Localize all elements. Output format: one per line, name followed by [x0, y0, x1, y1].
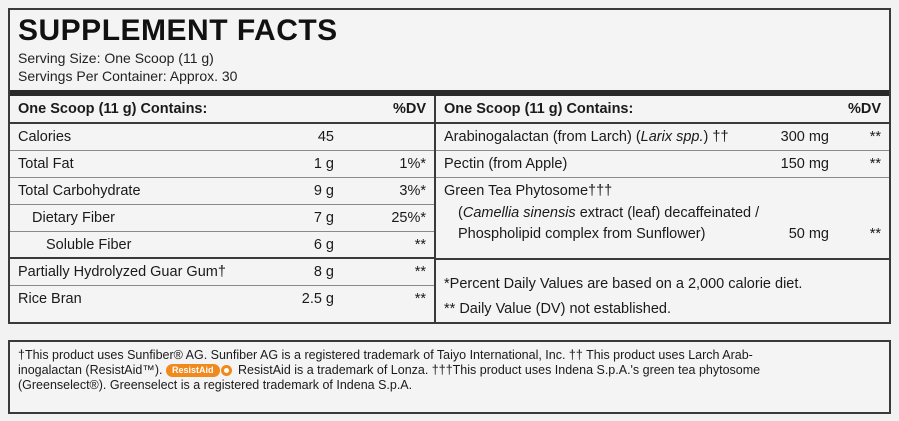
nutrient-name: Soluble Fiber — [46, 237, 132, 253]
right-contains-heading: One Scoop (11 g) Contains: — [444, 101, 634, 117]
dv-not-established-note: ** Daily Value (DV) not established. — [444, 301, 672, 317]
table-row — [10, 178, 434, 205]
ingredient-dv: ** — [869, 226, 881, 242]
footnote-text: ResistAid is a trademark of Lonza. †††This product uses Indena S.p.A.'s green tea phytosome — [234, 363, 761, 377]
left-column — [10, 96, 434, 322]
nutrient-dv: 1%* — [399, 156, 426, 172]
nutrient-dv: 3%* — [399, 183, 426, 199]
ingredient-amount: 300 mg — [780, 129, 829, 145]
ingredient-dv: ** — [869, 129, 881, 145]
table-row — [10, 286, 434, 313]
ingredient-name: Pectin (from Apple) — [444, 156, 568, 172]
serving-size: Serving Size: One Scoop (11 g) — [18, 50, 214, 66]
ingredient-amount: 50 mg — [788, 226, 829, 242]
nutrient-amount: 9 g — [313, 183, 334, 199]
table-row — [10, 259, 434, 286]
panel-title: SUPPLEMENT FACTS — [18, 14, 338, 47]
right-column — [436, 96, 889, 322]
nutrient-amount: 8 g — [313, 264, 334, 280]
nutrient-name: Total Carbohydrate — [18, 183, 141, 199]
nutrient-amount: 45 — [317, 129, 334, 145]
ingredient-name-text: Arabinogalactan (from Larch) ( — [444, 129, 641, 145]
nutrient-name: Rice Bran — [18, 291, 82, 307]
resistaid-logo: ResistAid — [166, 364, 220, 377]
footnote-line-2 — [18, 363, 881, 378]
table-row — [10, 151, 434, 178]
left-contains-heading: One Scoop (11 g) Contains: — [18, 101, 208, 117]
ingredient-amount: 150 mg — [780, 156, 829, 172]
nutrient-name: Calories — [18, 129, 72, 145]
ingredient-name-suffix: ) †† — [703, 129, 729, 145]
table-row — [436, 151, 889, 178]
table-row — [436, 124, 889, 151]
right-dv-heading: %DV — [847, 101, 881, 117]
supplement-facts-panel — [8, 8, 891, 324]
green-tea-description-2: Phospholipid complex from Sunflower) — [458, 226, 706, 242]
nutrient-amount: 2.5 g — [301, 291, 334, 307]
nutrient-amount: 6 g — [313, 237, 334, 253]
nutrient-dv: 25%* — [391, 210, 426, 226]
nutrient-amount: 7 g — [313, 210, 334, 226]
green-tea-desc-open: ( — [458, 205, 463, 221]
nutrient-amount: 1 g — [313, 156, 334, 172]
nutrient-dv: ** — [414, 291, 426, 307]
ingredient-latin-name: Larix spp. — [640, 129, 704, 145]
left-table-header — [10, 96, 434, 124]
footnote-line-3: (Greenselect®). Greenselect is a registered trademark of Indena S.p.A. — [18, 378, 413, 392]
nutrient-name: Partially Hydrolyzed Guar Gum† — [18, 264, 226, 280]
green-tea-block — [436, 178, 889, 260]
trademark-footnote — [8, 340, 891, 414]
nutrient-name: Dietary Fiber — [32, 210, 115, 226]
nutrient-dv: ** — [414, 264, 426, 280]
green-tea-name: Green Tea Phytosome††† — [444, 183, 613, 199]
footnote-text: inogalactan (ResistAid™). — [18, 363, 166, 377]
green-tea-description — [458, 205, 759, 221]
servings-per-container: Servings Per Container: Approx. 30 — [18, 68, 238, 84]
ingredient-name — [444, 124, 729, 151]
green-tea-desc-rest: extract (leaf) decaffeinated / — [575, 205, 760, 221]
table-row — [10, 232, 434, 259]
dv-note: *Percent Daily Values are based on a 2,000 calorie diet. — [444, 276, 803, 292]
table-row — [10, 124, 434, 151]
table-row — [10, 205, 434, 232]
left-dv-heading: %DV — [392, 101, 426, 117]
footnote-line-1: †This product uses Sunfiber® AG. Sunfiber AG is a registered trademark of Taiyo International, Inc. †† This product uses Larch Arab- — [18, 348, 753, 362]
nutrient-dv: ** — [414, 237, 426, 253]
ingredient-dv: ** — [869, 156, 881, 172]
lonza-logo-icon — [221, 365, 232, 376]
green-tea-latin-name: Camellia sinensis — [462, 205, 576, 221]
nutrient-name: Total Fat — [18, 156, 74, 172]
right-table-header — [436, 96, 889, 124]
